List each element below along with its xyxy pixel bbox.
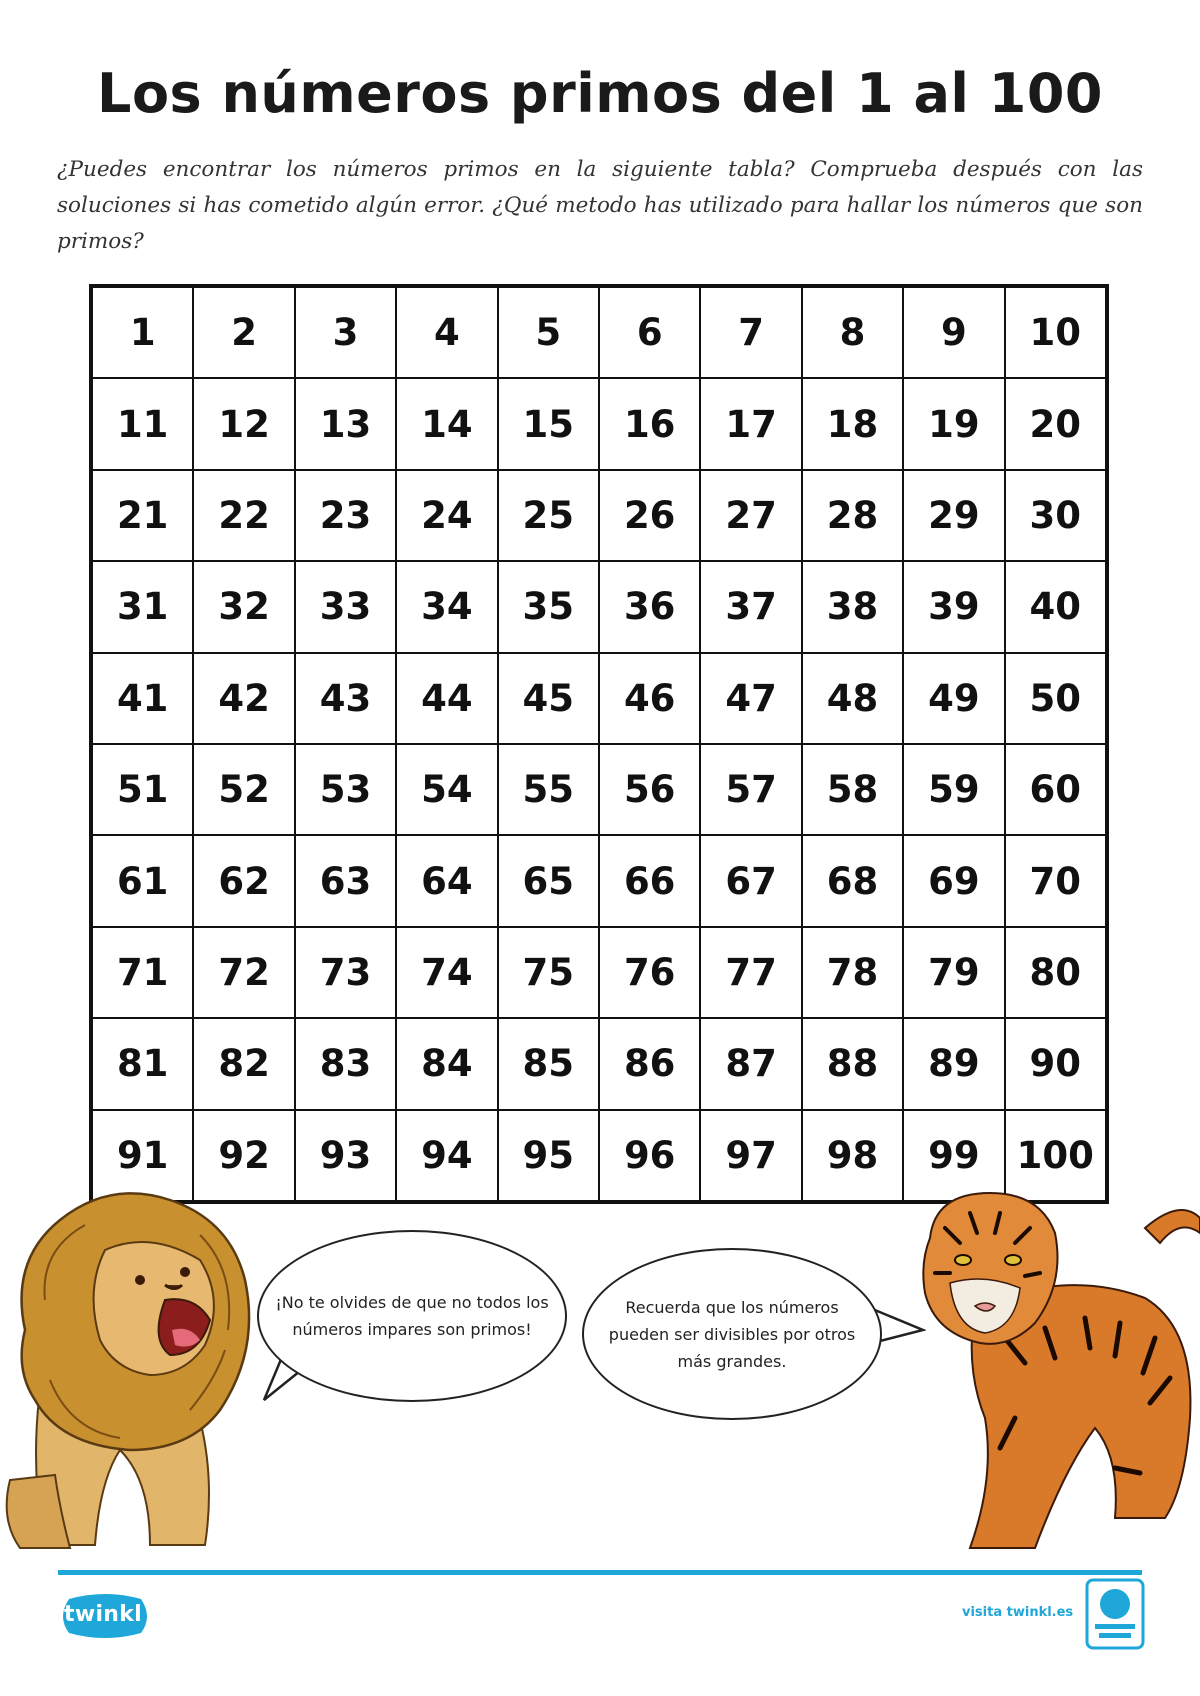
grid-cell: 65 (498, 835, 599, 926)
grid-cell: 19 (903, 378, 1004, 469)
grid-cell: 74 (396, 927, 497, 1018)
number-grid (89, 284, 1109, 1204)
grid-cell: 92 (193, 1110, 294, 1201)
grid-cell: 15 (498, 378, 599, 469)
grid-cell: 72 (193, 927, 294, 1018)
grid-cell: 80 (1005, 927, 1106, 1018)
quality-badge-icon (1085, 1578, 1145, 1650)
grid-cell: 75 (498, 927, 599, 1018)
grid-cell: 83 (295, 1018, 396, 1109)
lion-bubble-line: ¡No te olvides de que no todos los (275, 1293, 549, 1312)
grid-cell: 9 (903, 287, 1004, 378)
grid-cell: 51 (92, 744, 193, 835)
grid-cell: 46 (599, 653, 700, 744)
grid-cell: 64 (396, 835, 497, 926)
grid-cell: 31 (92, 561, 193, 652)
grid-cell: 82 (193, 1018, 294, 1109)
grid-cell: 98 (802, 1110, 903, 1201)
worksheet-title: Los números primos del 1 al 100 (97, 62, 1103, 125)
grid-cell: 11 (92, 378, 193, 469)
grid-cell: 87 (700, 1018, 801, 1109)
tiger-speech-bubble (582, 1248, 882, 1420)
grid-cell: 28 (802, 470, 903, 561)
footer-divider (58, 1570, 1142, 1575)
grid-cell: 3 (295, 287, 396, 378)
grid-cell: 22 (193, 470, 294, 561)
grid-cell: 97 (700, 1110, 801, 1201)
grid-cell: 94 (396, 1110, 497, 1201)
grid-cell: 36 (599, 561, 700, 652)
grid-cell: 70 (1005, 835, 1106, 926)
grid-cell: 14 (396, 378, 497, 469)
twinkl-logo-text[interactable]: twinkl (64, 1602, 143, 1627)
grid-cell: 44 (396, 653, 497, 744)
grid-cell: 12 (193, 378, 294, 469)
grid-cell: 8 (802, 287, 903, 378)
grid-cell: 84 (396, 1018, 497, 1109)
grid-cell: 62 (193, 835, 294, 926)
grid-cell: 4 (396, 287, 497, 378)
grid-cell: 85 (498, 1018, 599, 1109)
grid-cell: 25 (498, 470, 599, 561)
grid-cell: 67 (700, 835, 801, 926)
grid-cell: 100 (1005, 1110, 1106, 1201)
tiger-bubble-line: más grandes. (677, 1351, 787, 1371)
grid-cell: 76 (599, 927, 700, 1018)
grid-cell: 7 (700, 287, 801, 378)
grid-cell: 55 (498, 744, 599, 835)
grid-cell: 71 (92, 927, 193, 1018)
grid-cell: 57 (700, 744, 801, 835)
grid-cell: 50 (1005, 653, 1106, 744)
grid-cell: 56 (599, 744, 700, 835)
grid-cell: 27 (700, 470, 801, 561)
grid-cell: 73 (295, 927, 396, 1018)
grid-cell: 77 (700, 927, 801, 1018)
lion-speech-bubble (257, 1230, 567, 1402)
grid-cell: 33 (295, 561, 396, 652)
grid-cell: 18 (802, 378, 903, 469)
grid-cell: 42 (193, 653, 294, 744)
grid-cell: 86 (599, 1018, 700, 1109)
tiger-head (923, 1193, 1057, 1344)
grid-cell: 13 (295, 378, 396, 469)
grid-cell: 66 (599, 835, 700, 926)
visit-link[interactable]: visita twinkl.es (962, 1605, 1074, 1620)
grid-cell: 30 (1005, 470, 1106, 561)
grid-cell: 69 (903, 835, 1004, 926)
grid-cell: 95 (498, 1110, 599, 1201)
grid-cell: 90 (1005, 1018, 1106, 1109)
grid-cell: 17 (700, 378, 801, 469)
grid-cell: 1 (92, 287, 193, 378)
grid-cell: 39 (903, 561, 1004, 652)
grid-cell: 58 (802, 744, 903, 835)
grid-cell: 45 (498, 653, 599, 744)
lion-illustration (0, 1180, 260, 1550)
lion-face (94, 1242, 214, 1375)
grid-cell: 20 (1005, 378, 1106, 469)
grid-cell: 5 (498, 287, 599, 378)
grid-cell: 41 (92, 653, 193, 744)
grid-cell: 26 (599, 470, 700, 561)
grid-cell: 24 (396, 470, 497, 561)
grid-cell: 60 (1005, 744, 1106, 835)
grid-cell: 37 (700, 561, 801, 652)
grid-cell: 68 (802, 835, 903, 926)
tiger-bubble-line: Recuerda que los números (625, 1297, 839, 1317)
grid-cell: 29 (903, 470, 1004, 561)
grid-cell: 34 (396, 561, 497, 652)
grid-cell: 81 (92, 1018, 193, 1109)
tiger-illustration (915, 1188, 1200, 1550)
intro-text: ¿Puedes encontrar los números primos en la siguiente tabla? Comprueba después con las soluciones si has cometido algún error. ¿Qué metodo has utilizado para hallar los números que son primos? (57, 157, 1143, 254)
tiger-bubble-line: pueden ser divisibles por otros (608, 1324, 856, 1344)
grid-cell: 52 (193, 744, 294, 835)
grid-cell: 49 (903, 653, 1004, 744)
grid-cell: 6 (599, 287, 700, 378)
grid-cell: 54 (396, 744, 497, 835)
grid-cell: 23 (295, 470, 396, 561)
grid-cell: 61 (92, 835, 193, 926)
grid-cell: 96 (599, 1110, 700, 1201)
grid-cell: 21 (92, 470, 193, 561)
grid-cell: 10 (1005, 287, 1106, 378)
grid-cell: 79 (903, 927, 1004, 1018)
grid-cell: 47 (700, 653, 801, 744)
grid-cell: 93 (295, 1110, 396, 1201)
grid-cell: 38 (802, 561, 903, 652)
grid-cell: 91 (92, 1110, 193, 1201)
grid-cell: 40 (1005, 561, 1106, 652)
grid-cell: 63 (295, 835, 396, 926)
grid-cell: 59 (903, 744, 1004, 835)
grid-cell: 48 (802, 653, 903, 744)
grid-cell: 53 (295, 744, 396, 835)
grid-cell: 78 (802, 927, 903, 1018)
grid-cell: 43 (295, 653, 396, 744)
grid-cell: 99 (903, 1110, 1004, 1201)
grid-cell: 2 (193, 287, 294, 378)
lion-bubble-line: números impares son primos! (292, 1320, 532, 1339)
grid-cell: 35 (498, 561, 599, 652)
grid-cell: 16 (599, 378, 700, 469)
grid-cell: 32 (193, 561, 294, 652)
grid-cell: 89 (903, 1018, 1004, 1109)
grid-cell: 88 (802, 1018, 903, 1109)
